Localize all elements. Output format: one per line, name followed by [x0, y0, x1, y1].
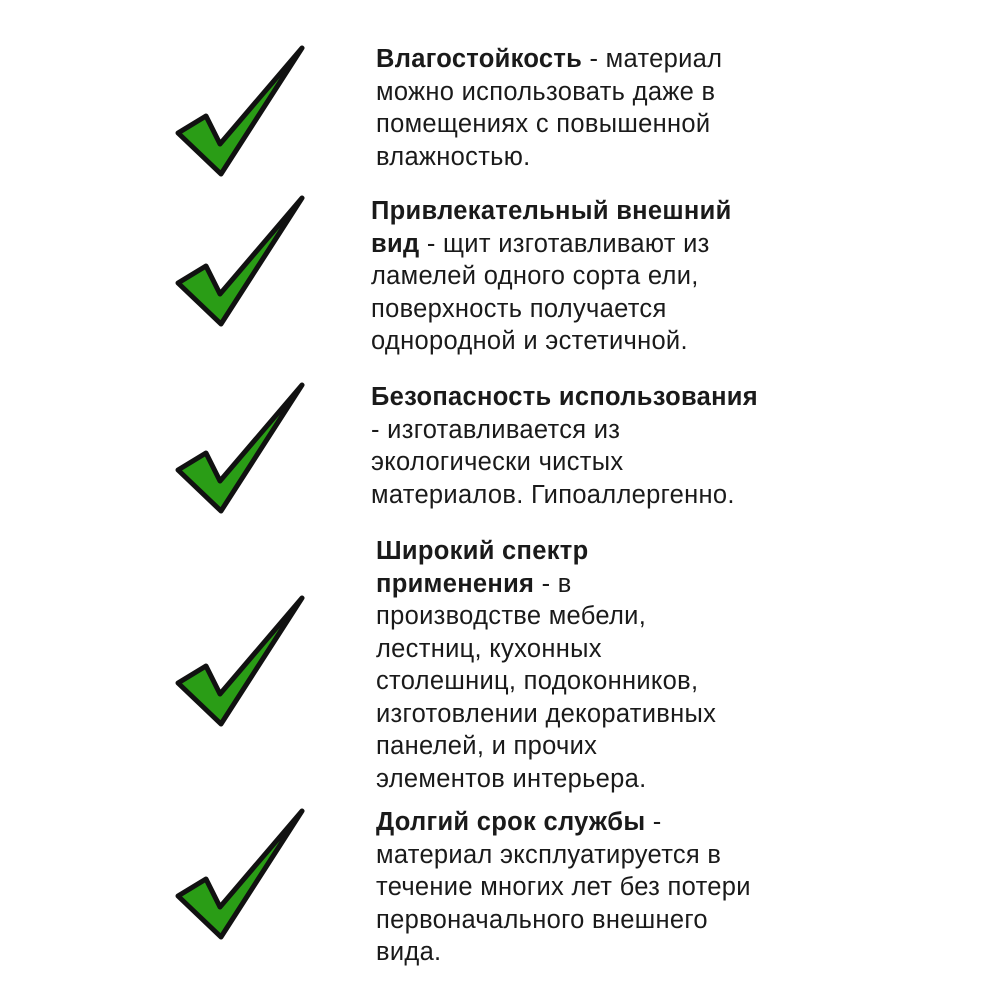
- text-line: применения - в: [376, 569, 572, 598]
- text-line: можно использовать даже в: [376, 77, 716, 106]
- text-line: ламелей одного сорта ели,: [371, 262, 699, 290]
- text-line: поверхность получается: [371, 294, 667, 323]
- feature-safety-of-use: [371, 381, 758, 511]
- text-line: первоначального внешнего: [376, 905, 708, 934]
- text-line: Безопасность использования: [371, 383, 758, 411]
- feature-wide-application: [376, 535, 716, 795]
- text-line: лестниц, кухонных: [376, 634, 602, 663]
- checkmark-icon: [175, 595, 305, 727]
- feature-attractive-appearance: [371, 195, 732, 358]
- text-line: течение многих лет без потери: [376, 873, 751, 901]
- text-line: материалов. Гипоаллергенно.: [371, 480, 735, 509]
- text-line: Привлекательный внешний: [371, 197, 732, 225]
- checkmark-icon: [175, 45, 305, 177]
- text-line: изготовлении декоративных: [376, 699, 717, 728]
- text-line: материал эксплуатируется в: [376, 840, 722, 869]
- text-line: Широкий спектр: [376, 537, 589, 565]
- text-line: экологически чистых: [371, 448, 624, 476]
- text-line: вид - щит изготавливают из: [371, 229, 710, 258]
- text-line: столешниц, подоконников,: [376, 667, 699, 695]
- checkmark-icon: [175, 808, 305, 940]
- text-line: панелей, и прочих: [376, 732, 598, 760]
- text-line: вида.: [376, 938, 442, 966]
- text-line: влажностью.: [376, 142, 531, 171]
- text-line: элементов интерьера.: [376, 764, 647, 793]
- checkmark-icon: [175, 195, 305, 327]
- feature-moisture-resistance: [376, 43, 722, 173]
- text-line: - изготавливается из: [371, 415, 621, 444]
- text-line: помещениях с повышенной: [376, 110, 711, 138]
- text-line: производстве мебели,: [376, 602, 647, 630]
- text-line: Влагостойкость - материал: [376, 45, 723, 73]
- text-line: Долгий срок службы -: [376, 808, 662, 836]
- text-line: однородной и эстетичной.: [371, 327, 688, 355]
- feature-long-service-life: [376, 806, 751, 969]
- checkmark-icon: [175, 382, 305, 514]
